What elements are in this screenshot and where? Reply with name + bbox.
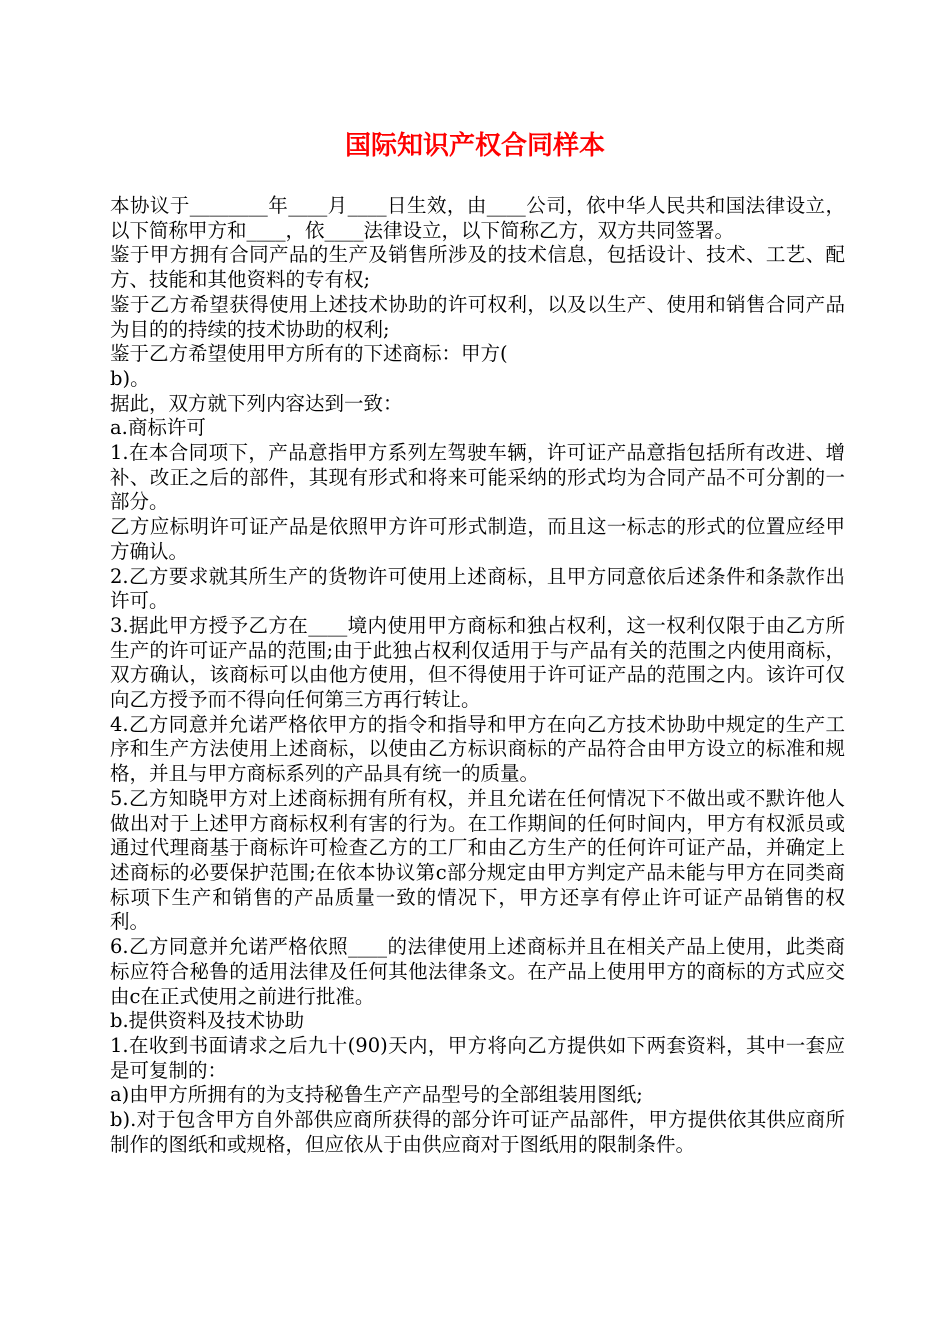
clause-a-4: 4.乙方同意并允诺严格依甲方的指令和指导和甲方在向乙方技术协助中规定的生产工序和生产方法使用上述商标，以使由乙方标识商标的产品符合由甲方设立的标准和规格，并且与甲方商标系列的产品具有统一的质量。 xyxy=(110,712,845,786)
paragraph-agreement: 据此，双方就下列内容达到一致： xyxy=(110,391,403,415)
section-heading-a: a.商标许可 xyxy=(110,416,206,440)
paragraph-whereas-3: 鉴于乙方希望使用甲方所有的下述商标：甲方( xyxy=(110,342,508,366)
clause-a-6: 6.乙方同意并允诺严格依照____的法律使用上述商标并且在相关产品上使用，此类商标应符合秘鲁的适用法律及任何其他法律条文。在产品上使用甲方的商标的方式应交由c在正式使用之前进行批准。 xyxy=(110,935,845,1008)
clause-b-1-a: a)由甲方所拥有的为支持秘鲁生产产品型号的全部组装用图纸; xyxy=(110,1083,643,1107)
paragraph-whereas-3-cont: b)。 xyxy=(110,366,150,390)
clause-b-1: 1.在收到书面请求之后九十(90)天内，甲方将向乙方提供如下两套资料，其中一套应是可复制的： xyxy=(110,1033,845,1082)
document-body xyxy=(110,194,845,1157)
section-heading-b: b.提供资料及技术协助 xyxy=(110,1009,305,1033)
paragraph-preamble: 本协议于________年____月____日生效，由____公司，依中华人民共和国法律设立，以下简称甲方和____，依____法律设立，以下简称乙方，双方共同签署。 xyxy=(110,194,845,242)
document-title: 国际知识产权合同样本 xyxy=(344,131,605,161)
clause-a-5: 5.乙方知晓甲方对上述商标拥有所有权，并且允诺在任何情况下不做出或不默许他人做出对于上述甲方商标权利有害的行为。在工作期间的任何时间内，甲方有权派员或通过代理商基于商标许可检查乙方的工厂和由乙方生产的任何许可证产品，并确定上述商标的必要保护范围;在依本协议第c部分规定由甲方判定产品未能与甲方在同类商标项下生产和销售的产品质量一致的情况下，甲方还享有停止许可证产品销售的权利。 xyxy=(110,786,845,934)
clause-b-1-b: b).对于包含甲方自外部供应商所获得的部分许可证产品部件，甲方提供依其供应商所制作的图纸和或规格，但应依从于由供应商对于图纸用的限制条件。 xyxy=(110,1108,845,1156)
paragraph-whereas-1: 鉴于甲方拥有合同产品的生产及销售所涉及的技术信息，包括设计、技术、工艺、配方、技能和其他资料的专有权; xyxy=(110,243,845,292)
clause-a-1-note: 乙方应标明许可证产品是依照甲方许可形式制造，而且这一标志的形式的位置应经甲方确认。 xyxy=(110,515,845,563)
clause-a-1: 1.在本合同项下，产品意指甲方系列左驾驶车辆，许可证产品意指包括所有改进、增补、改正之后的部件，其现有形式和将来可能采纳的形式均为合同产品不可分割的一部分。 xyxy=(110,441,845,514)
clause-a-3: 3.据此甲方授予乙方在____境内使用甲方商标和独占权利，这一权利仅限于由乙方所生产的许可证产品的范围;由于此独占权利仅适用于与产品有关的范围之内使用商标，双方确认，该商标可以由他方使用，但不得使用于许可证产品的范围之内。该许可仅向乙方授予而不得向任何第三方再行转让。 xyxy=(110,613,845,712)
clause-a-2: 2.乙方要求就其所生产的货物许可使用上述商标，且甲方同意依后述条件和条款作出许可。 xyxy=(110,564,845,613)
paragraph-whereas-2: 鉴于乙方希望获得使用上述技术协助的许可权利，以及以生产、使用和销售合同产品为目的的持续的技术协助的权利; xyxy=(110,292,845,341)
